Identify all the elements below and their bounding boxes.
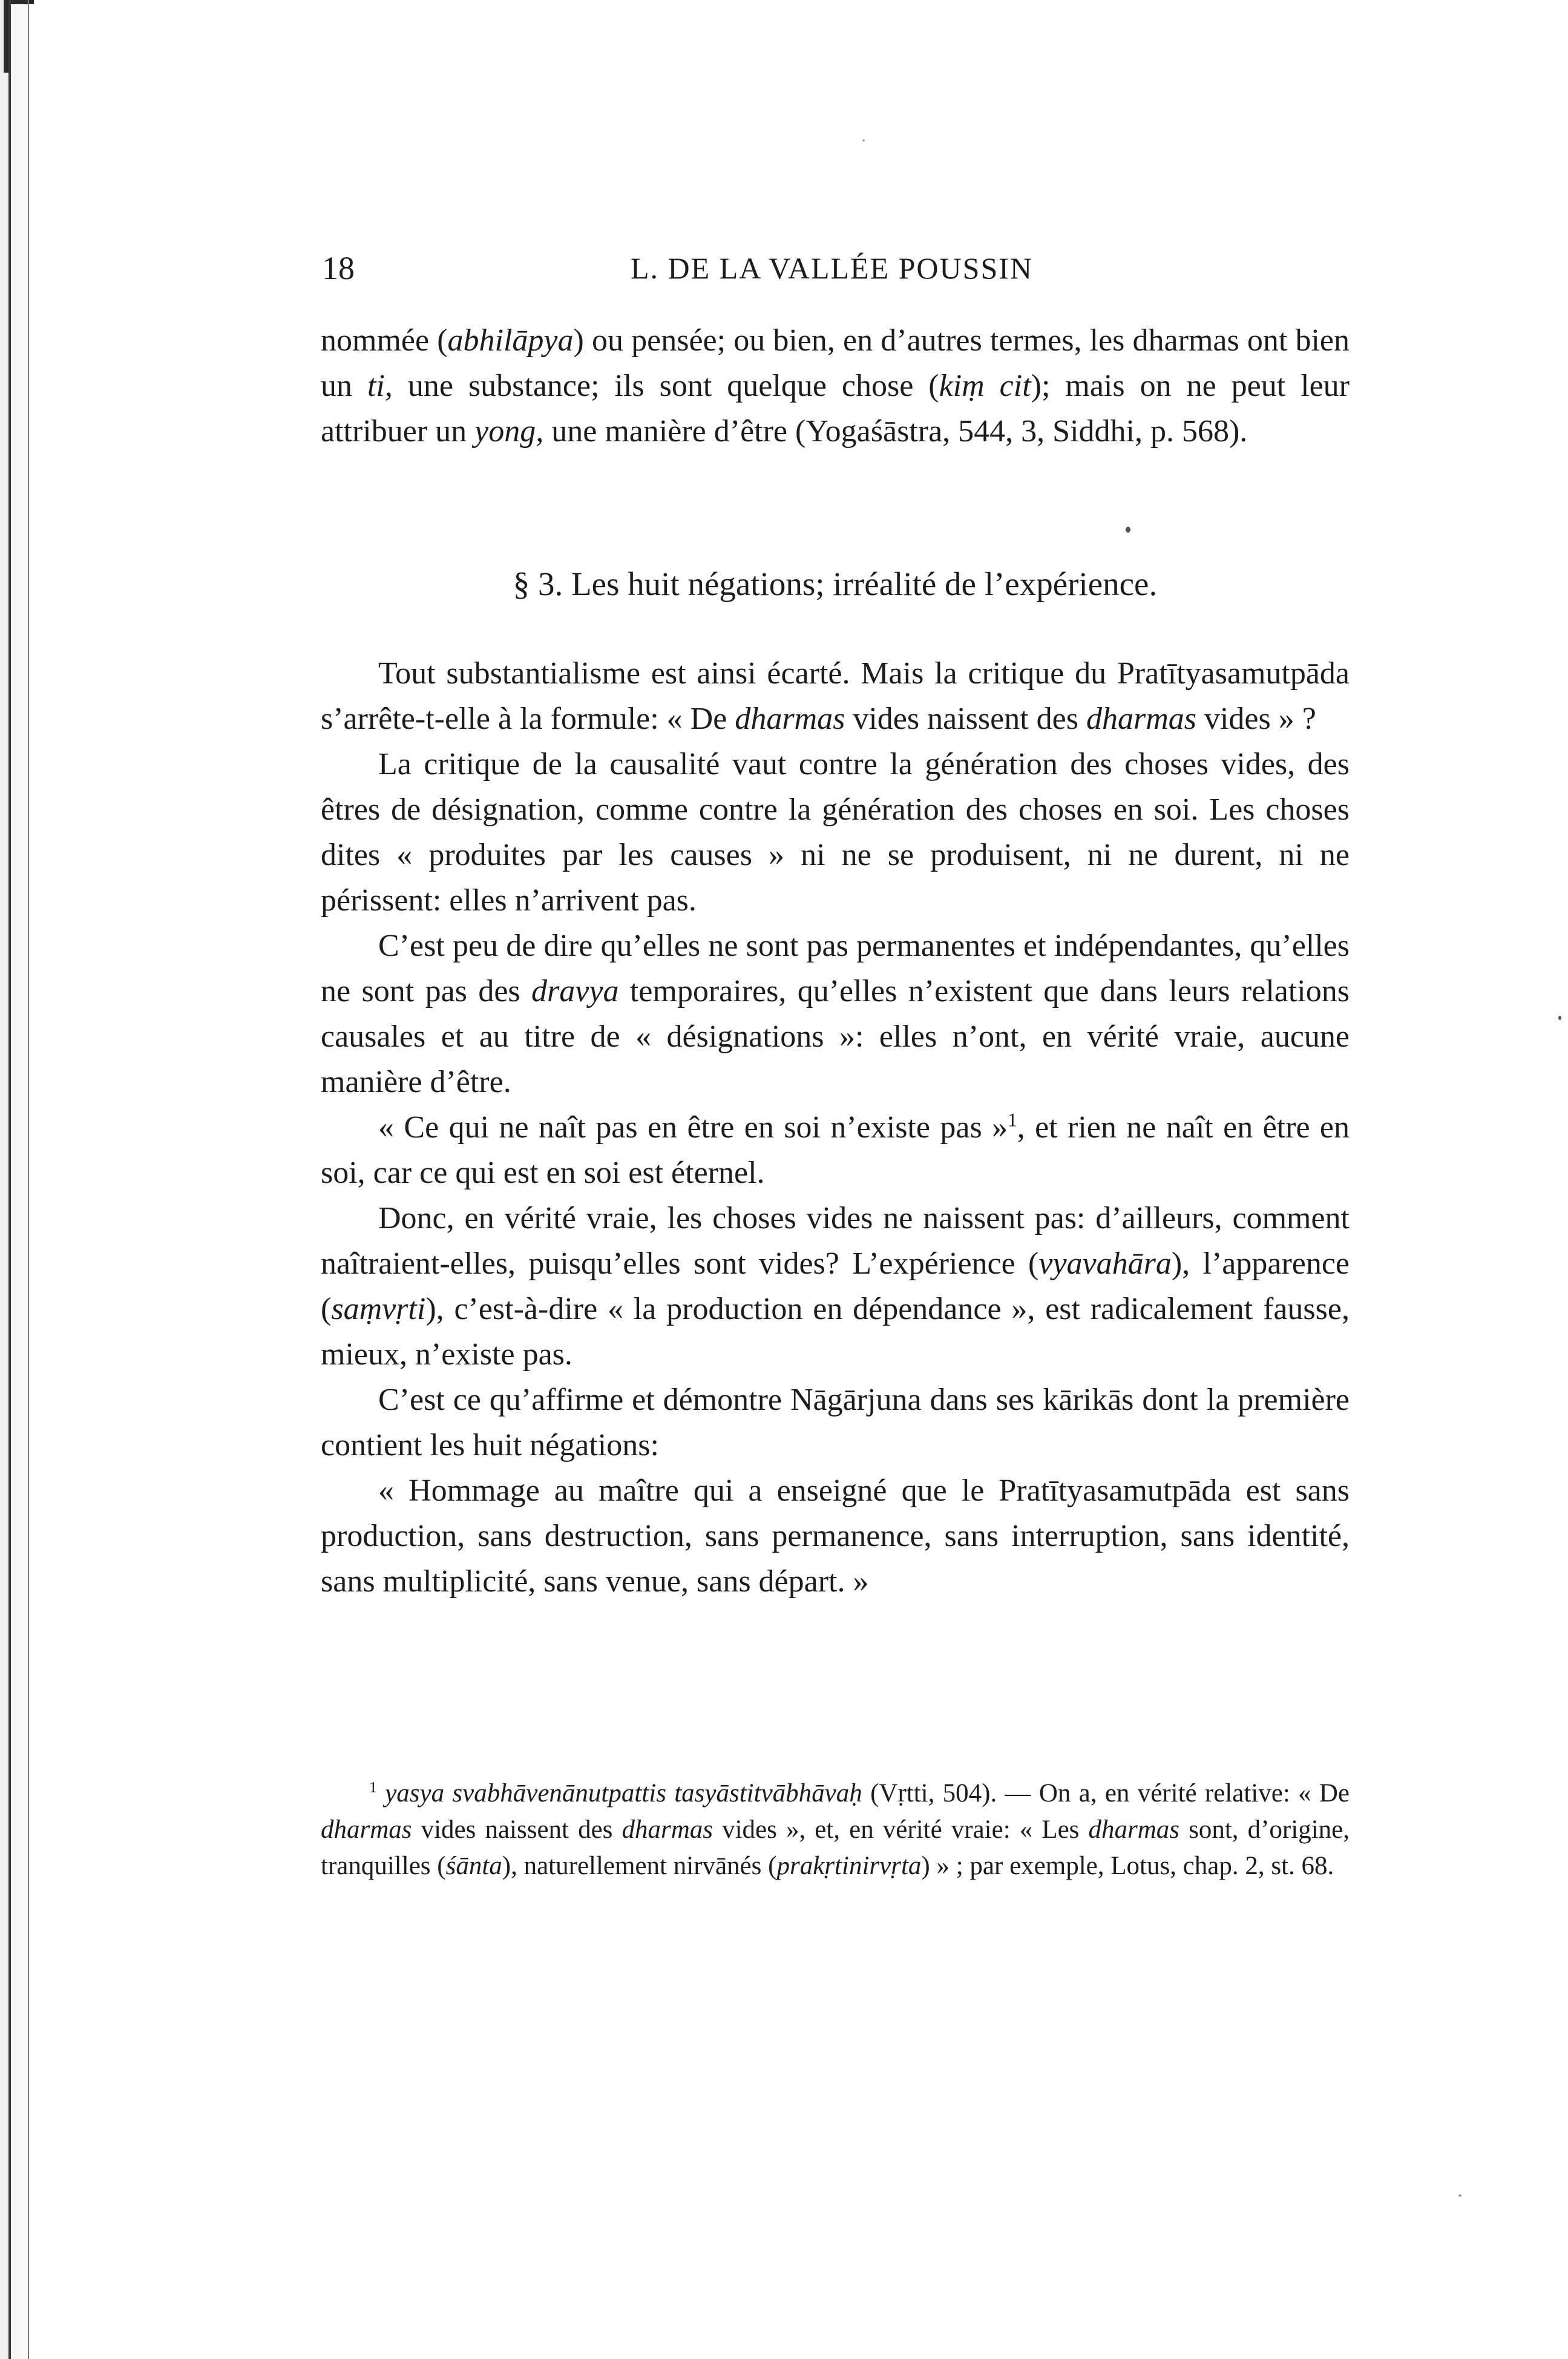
scan-binding-shadow [0, 0, 42, 2359]
section-heading: § 3. Les huit négations; irréalité de l’expérience. [513, 565, 1158, 602]
page-number: 18 [322, 250, 355, 286]
paragraph: La critique de la causalité vaut contre la génération des choses vides, des êtres de désignation, comme contre la génération des choses en soi. Les choses dites « produites par les causes » ni ne se produisent, ni ne durent, ni ne périssent: elles n’arrivent pas. [321, 747, 1350, 918]
footnote [321, 1775, 1350, 1884]
paragraph: « Ce qui ne naît pas en être en soi n’existe pas »$^1$, et rien ne naît en être en soi, car ce qui est en soi est éternel. [321, 1109, 1350, 1190]
paragraph: C’est ce qu’affirme et démontre Nāgārjuna dans ses kārikās dont la première contient les huit négations: [321, 1383, 1350, 1462]
body-text [321, 651, 1350, 1604]
scan-binding-line [8, 0, 11, 2359]
footnote-reference: 1 [1008, 1109, 1017, 1131]
paragraph: Donc, en vérité vraie, les choses vides ne naissent pas: d’ailleurs, comment naîtraient-elles, puisqu’elles sont vides? L’expérience (vyavahāra), l’apparence (saṃvṛti), c’est-à-dire « la production en dépendance », est radicalement fausse, mieux, n’existe pas. [321, 1201, 1350, 1372]
scan-binding-line [28, 0, 29, 2359]
scan-speck [1458, 2194, 1461, 2197]
running-head: L. DE LA VALLÉE POUSSIN [631, 251, 1034, 285]
paragraph: Tout substantialisme est ainsi écarté. Mais la critique du Pratītyasamutpāda s’arrête-t-elle à la formule: « De dharmas vides naissent des dharmas vides » ? [321, 656, 1350, 736]
footnote-text: $^1$ yasya svabhāvenānutpattis tasyāstitvābhāvaḥ (Vṛtti, 504). — On a, en vérité relative: « De dharmas vides naissent des dharmas vides », et, en vérité vraie: « Les dharmas sont, d’origine, tranquilles (śānta), naturellement nirvānés (prakṛtinirvṛta) » ; par exemple, Lotus, chap. 2, st. 68. [321, 1778, 1350, 1880]
scan-speck [1558, 1016, 1561, 1020]
paragraph: nommée (abhilāpya) ou pensée; ou bien, en d’autres termes, les dharmas ont bien un ti, une substance; ils sont quelque chose (kiṃ cit); mais on ne peut leur attribuer un yong, une manière d’être (Yogaśāstra, 544, 3, Siddhi, p. 568). [321, 323, 1350, 449]
scan-speck [862, 139, 865, 142]
quotation-paragraph: « Hommage au maître qui a enseigné que le Pratītyasamutpāda est sans production, sans destruction, sans permanence, sans interruption, sans identité, sans multiplicité, sans venue, sans départ. » [321, 1473, 1350, 1599]
footnote-marker: 1 [369, 1778, 377, 1796]
paragraph: C’est peu de dire qu’elles ne sont pas permanentes et indépendantes, qu’elles ne sont pas des dravya temporaires, qu’elles n’existent que dans leurs relations causales et au titre de « désignations »: elles n’ont, en vérité vraie, aucune manière d’être. [321, 929, 1350, 1099]
continuation-paragraph [321, 318, 1350, 454]
page-header [322, 247, 1351, 289]
scan-speck [1126, 527, 1130, 533]
